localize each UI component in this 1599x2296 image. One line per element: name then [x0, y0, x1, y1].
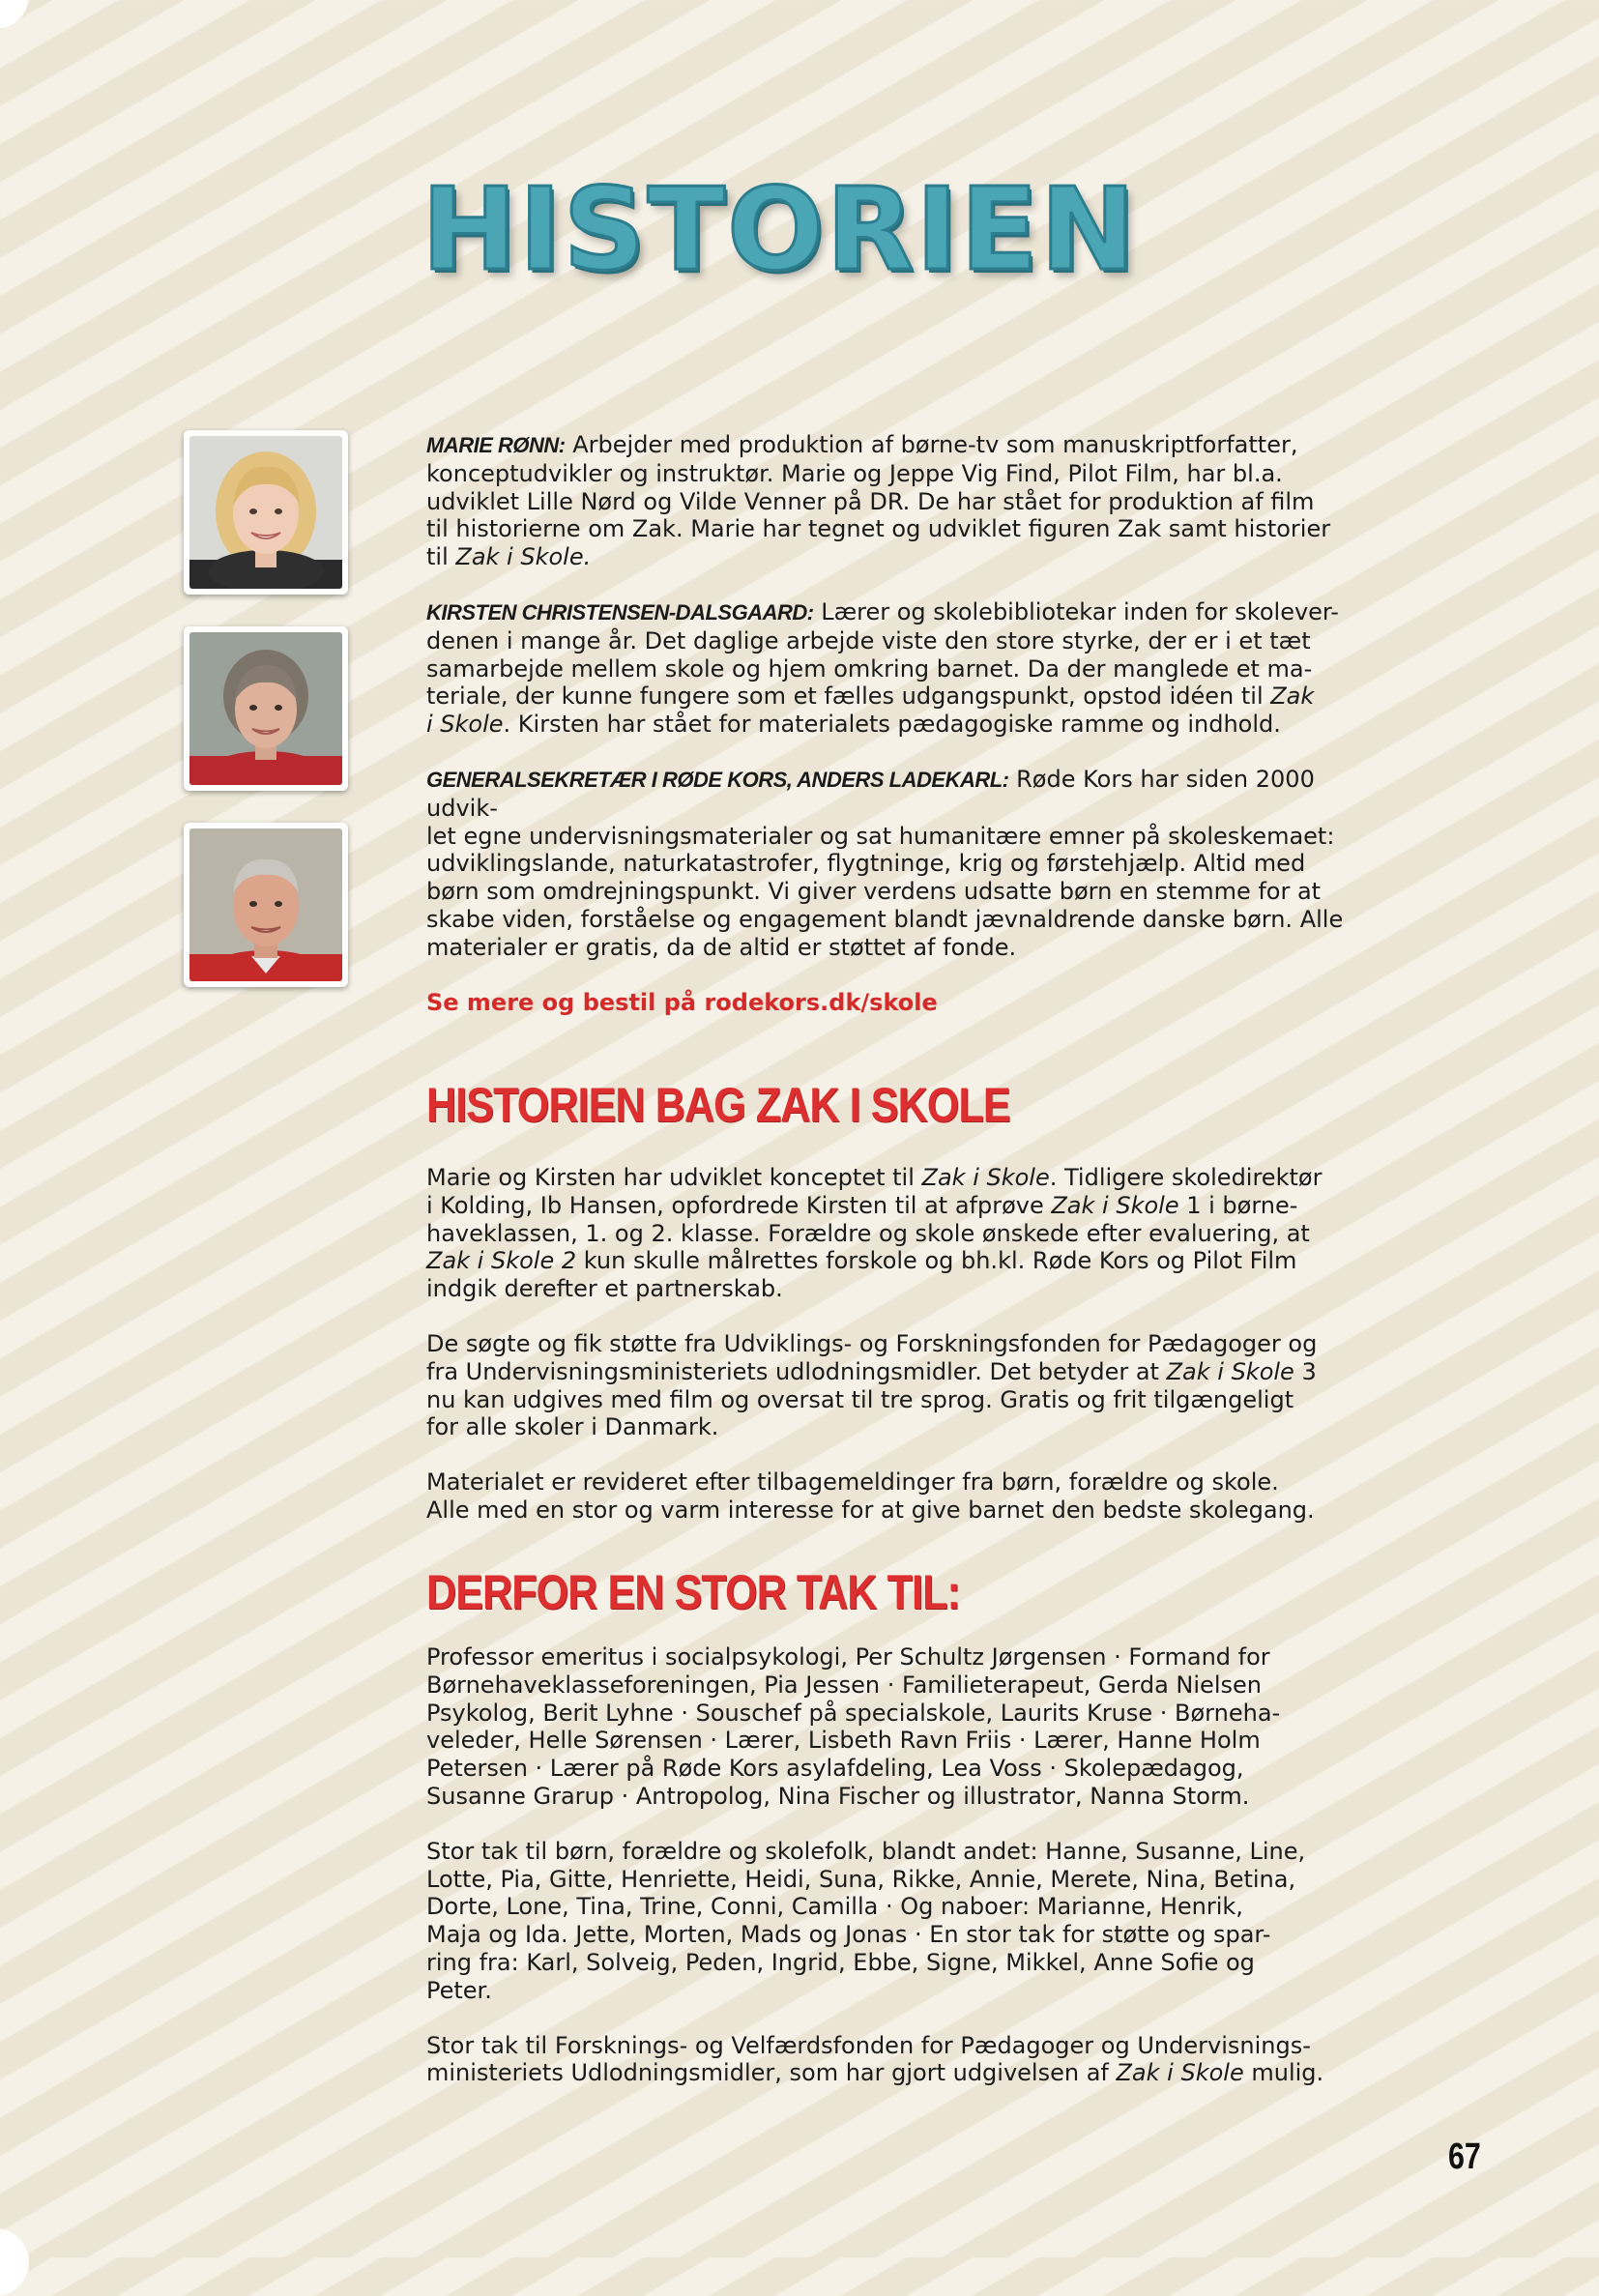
section-heading-derfor-en-stor-tak: DERFOR EN STOR TAK TIL: — [426, 1565, 960, 1619]
page-corner-top — [0, 0, 29, 29]
portrait-marie-ronn — [184, 430, 348, 595]
bio-name: KIRSTEN CHRISTENSEN-DALSGAARD: — [426, 599, 814, 625]
bios-block — [426, 431, 1393, 1043]
section1-paragraph: De søgte og fik støtte fra Udviklings- og Forskningsfonden for Pædagoger og fra Undervisningsministeriets udlodningsmidler. Det betyder at Zak i Skole 3 nu kan udgives med film og oversat til tre sprog. Gratis og frit tilgængeligt for alle skoler i Danmark. — [426, 1329, 1318, 1441]
section1-body — [426, 1164, 1393, 1552]
section1-paragraph: Marie og Kirsten har udviklet konceptet til Zak i Skole. Tidligere skoledirektør i Kolding, Ib Hansen, opfordrede Kirsten til at afprøve Zak i Skole 1 i børne- haveklassen, 1. og 2. klasse. Forældre og skole ønskede efter evaluering, at Zak i Skole 2 kun skulle målrettes forskole og bh.kl. Røde Kors og Pilot Film indgik derefter et partnerskab. — [426, 1164, 1323, 1303]
bio-kirsten-christensen-dalsgaard: KIRSTEN CHRISTENSEN-DALSGAARD: Lærer og skolebibliotekar inden for skolever- denen i mange år. Det daglige arbejde viste den store styrke, der er i et tæt samarbejde mellem skole og hjem omkring barnet. Da der manglede et ma- teriale, der kunne fungere som et fælles udgangspunkt, opstod idéen til Zak i Skole. Kirsten har stået for materialets pædagogiske ramme og indhold. — [426, 597, 1339, 739]
section2-paragraph: Professor emeritus i socialpsykologi, Per Schultz Jørgensen · Formand for Børnehaveklasseforeningen, Pia Jessen · Familieterapeut, Gerda Nielsen Psykolog, Berit Lyhne · Souschef på specialskole, Laurits Kruse · Børneha- veleder, Helle Sørensen · Lærer, Lisbeth Ravn Friis · Lærer, Hanne Holm Petersen · Lærer på Røde Kors asylafdeling, Lea Voss · Skolepædagog, Susanne Grarup · Antropolog, Nina Fischer og illustrator, Nanna Storm. — [426, 1643, 1281, 1810]
page-corner-bottom — [0, 2228, 29, 2296]
section2-paragraph: Stor tak til Forsknings- og Velfærdsfonden for Pædagoger og Undervisnings- ministeriets Udlodningsmidler, som har gjort udgivelsen af Zak i Skole mulig. — [426, 2031, 1324, 2087]
bio-name: MARIE RØNN: — [426, 433, 566, 457]
section2-body — [426, 1643, 1393, 2114]
section2-paragraph: Stor tak til børn, forældre og skolefolk, blandt andet: Hanne, Susanne, Line, Lotte, Pia, Gitte, Henriette, Heidi, Suna, Rikke, Annie, Merete, Nina, Betina, Dorte, Lone, Tina, Trine, Conni, Camilla · Og naboer: Marianne, Henrik, Maja og Ida. Jette, Morten, Mads og Jonas · En stor tak for støtte og spar- ring fra: Karl, Solveig, Peden, Ingrid, Ebbe, Signe, Mikkel, Anne Sofie og Peter. — [426, 1837, 1306, 2004]
bio-anders-ladekarl: GENERALSEKRETÆR I RØDE KORS, ANDERS LADEKARL: Røde Kors har siden 2000 udvik- let egne undervisningsmaterialer og sat humanitære emner på skoleskemaet: udviklingslande, naturkatastrofer, flygtninge, krig og førstehjælp. Altid med børn som omdrejningspunkt. Vi giver verdens udsatte børn en stemme for at skabe viden, forståelse og engagement blandt jævnaldrende danske børn. Alle materialer er gratis, da de altid er støttet af fonde. — [426, 765, 1344, 961]
rodekors-link[interactable]: Se mere og bestil på rodekors.dk/skole — [426, 988, 938, 1016]
bio-marie-ronn: MARIE RØNN: Arbejder med produktion af børne-tv som manuskriptforfatter, konceptudvikler og instruktør. Marie og Jeppe Vig Find, Pilot Film, har bl.a. udviklet Lille Nørd og Vilde Venner på DR. De har stået for produktion af film til historierne om Zak. Marie har tegnet og udviklet figuren Zak samt historier til Zak i Skole. — [426, 431, 1331, 571]
page-title: HISTORIEN — [422, 162, 1138, 296]
section1-paragraph: Materialet er revideret efter tilbagemeldinger fra børn, forældre og skole. Alle med en stor og varm interesse for at give barnet den bedste skolegang. — [426, 1468, 1315, 1524]
section-heading-historien-bag: HISTORIEN BAG ZAK I SKOLE — [426, 1078, 1010, 1132]
portrait-kirsten-christensen-dalsgaard — [184, 626, 348, 791]
portrait-anders-ladekarl — [184, 823, 348, 987]
page-number: 67 — [1448, 2136, 1481, 2177]
bio-name: GENERALSEKRETÆR I RØDE KORS, ANDERS LADEKARL: — [426, 767, 1009, 792]
